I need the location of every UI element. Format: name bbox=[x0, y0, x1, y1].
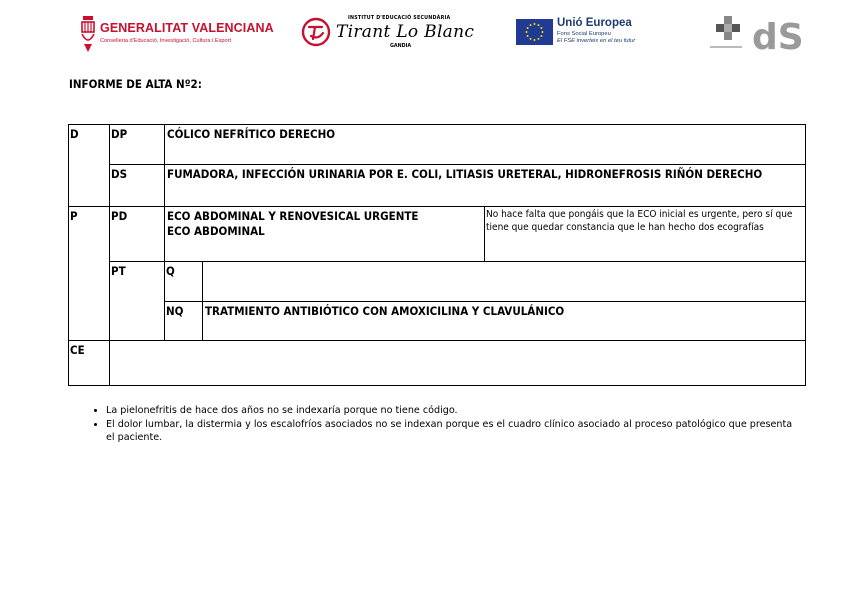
institute-name: Tirant Lo Blanc bbox=[336, 22, 475, 42]
report-heading: INFORME DE ALTA Nº2: bbox=[69, 77, 202, 91]
procedure-label: P bbox=[69, 207, 110, 341]
generalitat-title: GENERALITAT VALENCIANA bbox=[100, 21, 274, 35]
list-item: • El dolor lumbar, la distermia y los escalofríos asociados no se indexan porque es el cuadro clínico asociado al proceso patológico que presenta el paciente. bbox=[106, 418, 796, 444]
table-row bbox=[69, 125, 806, 165]
secondary-diagnosis-value: FUMADORA, INFECCIÓN URINARIA POR E. COLI, LITIASIS URETERAL, HIDRONEFROSIS RIÑÓN DERECHO bbox=[165, 165, 806, 207]
diagnostic-procedure-note: No hace falta que pongáis que la ECO inicial es urgente, pero sí que tiene que quedar constancia que le han hecho dos ecografías bbox=[485, 207, 806, 262]
eu-fund-name: Fons Social Europeu bbox=[557, 31, 611, 37]
external-causes-label: CE bbox=[69, 341, 110, 386]
table-row bbox=[69, 262, 806, 302]
diagnostic-procedure-line: ECO ABDOMINAL bbox=[167, 224, 265, 238]
institute-emblem-icon bbox=[300, 16, 332, 48]
diagnostic-procedure-label: PD bbox=[110, 207, 165, 262]
institute-city: GANDIA bbox=[390, 44, 412, 49]
generalitat-valenciana-logo bbox=[80, 14, 274, 54]
diagnostic-procedure-value bbox=[165, 207, 485, 262]
principal-diagnosis-label: DP bbox=[110, 125, 165, 165]
non-surgical-label: NQ bbox=[165, 302, 203, 341]
eu-title: Unió Europea bbox=[557, 17, 632, 29]
secondary-diagnosis-label: DS bbox=[110, 165, 165, 207]
coding-table bbox=[68, 124, 806, 386]
diagnosis-label: D bbox=[69, 125, 110, 207]
institute-logo bbox=[298, 14, 473, 54]
principal-diagnosis-value: CÓLICO NEFRÍTICO DERECHO bbox=[165, 125, 806, 165]
notes-list bbox=[88, 404, 796, 445]
generalitat-emblem-icon bbox=[80, 14, 96, 54]
health-ministry-logo bbox=[708, 12, 803, 54]
ministry-cross-icon bbox=[708, 12, 803, 54]
ministry-letters: dS bbox=[752, 17, 803, 54]
eu-flag-icon bbox=[516, 19, 553, 45]
generalitat-subtitle: Conselleria d'Educació, Investigació, Cultura i Esport bbox=[100, 38, 232, 44]
diagnostic-procedure-line: ECO ABDOMINAL Y RENOVESICAL URGENTE bbox=[167, 209, 419, 223]
non-surgical-value: TRATMIENTO ANTIBIÓTICO CON AMOXICILINA Y CLAVULÁNICO bbox=[203, 302, 806, 341]
list-item: • La pielonefritis de hace dos años no se indexaría porque no tiene código. bbox=[106, 404, 796, 417]
eu-fund-slogan: El FSE inverteix en el teu futur bbox=[557, 38, 636, 44]
table-row bbox=[69, 341, 806, 386]
surgical-value bbox=[203, 262, 806, 302]
therapeutic-procedure-label: PT bbox=[110, 262, 165, 341]
surgical-label: Q bbox=[165, 262, 203, 302]
table-row bbox=[69, 302, 806, 341]
institute-type: INSTITUT D'EDUCACIÓ SECUNDÀRIA bbox=[348, 16, 451, 21]
table-row bbox=[69, 207, 806, 262]
eu-logo bbox=[516, 17, 676, 49]
external-causes-value bbox=[110, 341, 806, 386]
table-row bbox=[69, 165, 806, 207]
